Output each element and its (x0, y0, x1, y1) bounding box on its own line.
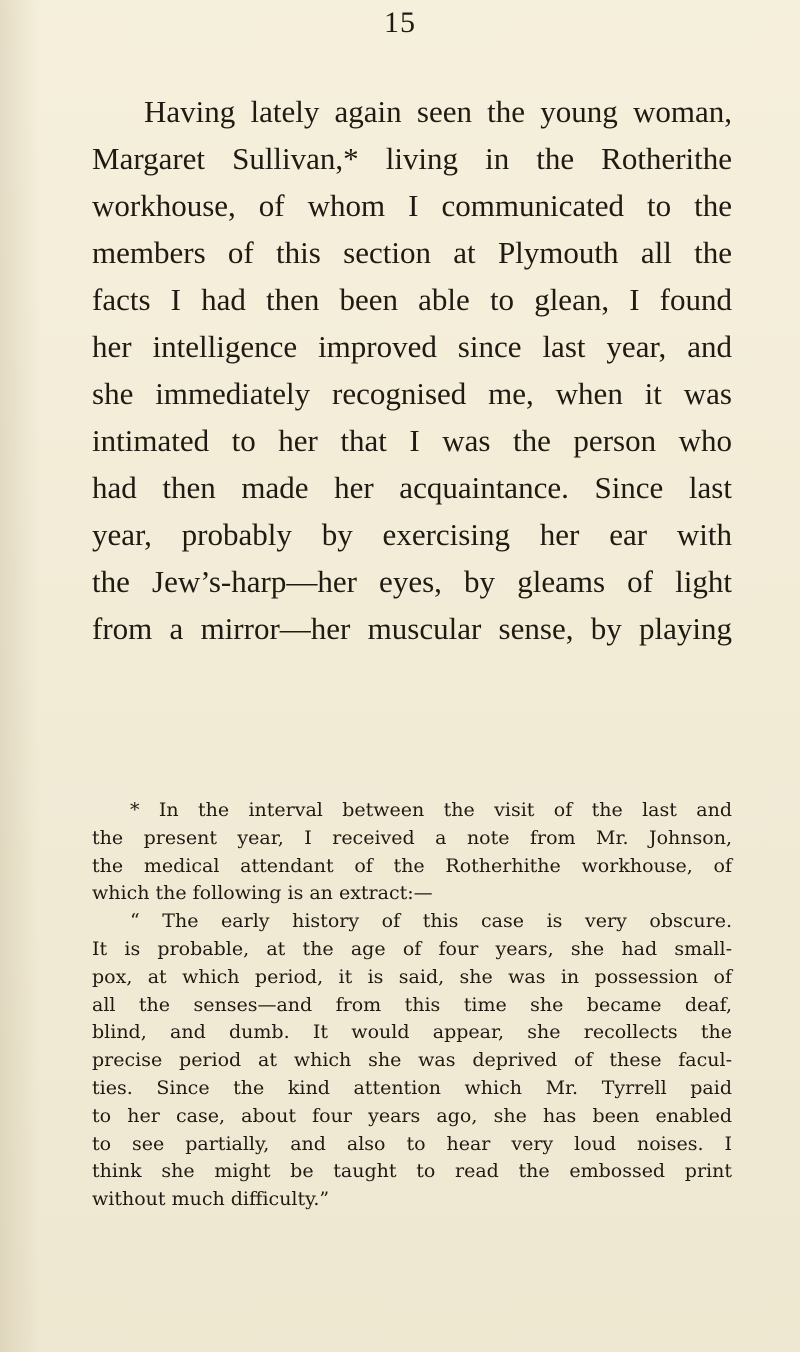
body-line: from a mirror—her muscular sense, by playing (92, 611, 732, 646)
footnote-line: “ The early history of this case is very obscure. (130, 910, 732, 933)
footnote-line: to see partially, and also to hear very loud noises. I (92, 1132, 732, 1155)
footnote-line: which the following is an extract:— (92, 882, 433, 905)
footnote-line: blind, and dumb. It would appear, she recollects the (92, 1021, 732, 1044)
footnote-line: to her case, about four years ago, she has been enabled (92, 1104, 732, 1127)
footnote-line: the medical attendant of the Rotherhithe workhouse, of (92, 854, 732, 877)
body-line: intimated to her that I was the person who (92, 423, 732, 458)
footnote-line: It is probable, at the age of four years, she had small- (92, 937, 732, 960)
body-line: facts I had then been able to glean, I found (92, 282, 732, 317)
body-line: had then made her acquaintance. Since last (92, 470, 732, 505)
footnote-line: without much difficulty.” (92, 1188, 330, 1211)
footnote-line: all the senses—and from this time she became deaf, (92, 993, 732, 1016)
footnote-line: pox, at which period, it is said, she was in possession of (92, 965, 732, 988)
body-line: Having lately again seen the young woman, (144, 94, 732, 129)
body-line: workhouse, of whom I communicated to the (92, 188, 732, 223)
page-number: 15 (384, 6, 416, 39)
body-line: she immediately recognised me, when it was (92, 376, 732, 411)
body-line: the Jew’s-harp—her eyes, by gleams of light (92, 564, 732, 599)
footnote-line: ties. Since the kind attention which Mr. Tyrrell paid (92, 1076, 732, 1099)
footnote-line: think she might be taught to read the embossed print (92, 1160, 732, 1183)
footnote (92, 797, 732, 1214)
footnote-line: the present year, I received a note from Mr. Johnson, (92, 826, 732, 849)
body-line: year, probably by exercising her ear with (92, 517, 732, 552)
footnote-line: * In the interval between the visit of the last and (130, 799, 732, 821)
main-paragraph (92, 88, 732, 652)
body-line: her intelligence improved since last year, and (92, 329, 732, 364)
body-line: members of this section at Plymouth all the (92, 235, 732, 270)
body-line: Margaret Sullivan,* living in the Rotherithe (92, 141, 732, 176)
footnote-line: precise period at which she was deprived of these facul- (92, 1049, 732, 1072)
